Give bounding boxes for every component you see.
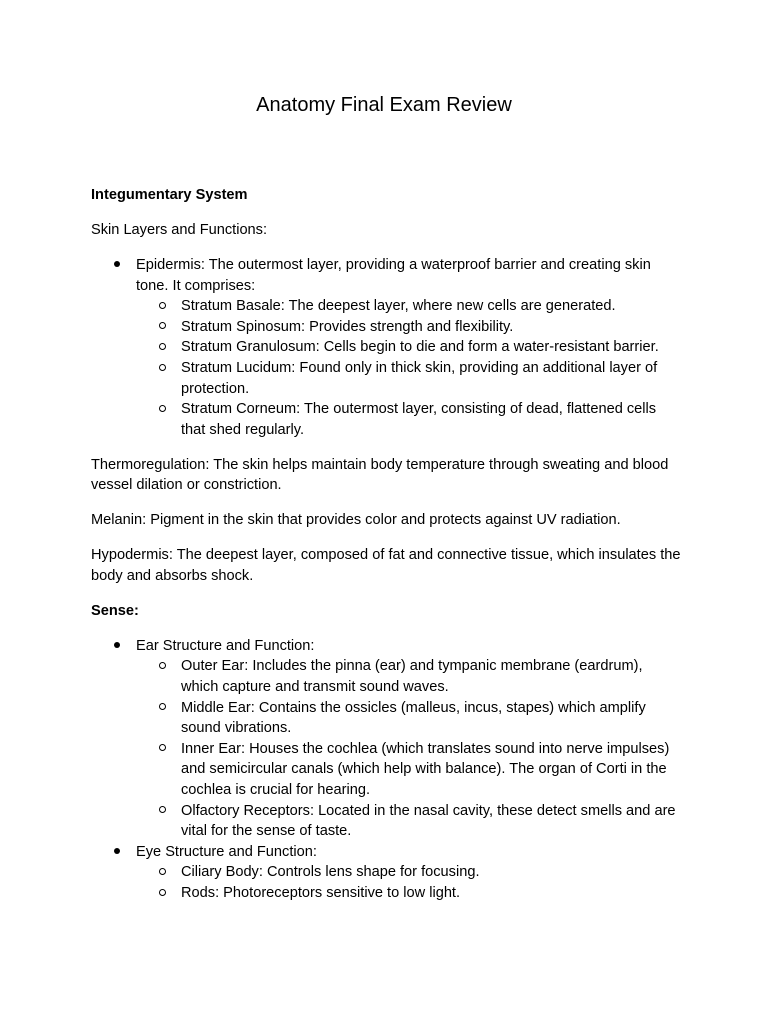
page-title: Anatomy Final Exam Review <box>256 94 512 116</box>
list-item <box>181 317 681 338</box>
list-item-text: Stratum Lucidum: Found only in thick skin, providing an additional layer of protection. <box>181 359 658 397</box>
list-item <box>181 862 681 883</box>
list-item-epidermis <box>136 255 681 440</box>
list-item-text: Middle Ear: Contains the ossicles (malleus, incus, stapes) which amplify sound vibrations. <box>181 699 646 737</box>
document-body <box>91 185 681 918</box>
list-item <box>181 399 681 440</box>
hollow-circle-bullet-icon <box>156 317 168 338</box>
list-item-text: Ciliary Body: Controls lens shape for focusing. <box>181 864 480 881</box>
list-item-text: Inner Ear: Houses the cochlea (which translates sound into nerve impulses) and semicircular canals (which help with balance). The organ of Corti in the cochlea is crucial for hearing. <box>181 740 670 798</box>
list-item-text: Stratum Basale: The deepest layer, where new cells are generated. <box>181 298 616 315</box>
list-item <box>181 698 681 739</box>
list-item-eye <box>136 842 681 904</box>
sublist-strata <box>136 296 681 440</box>
list-item <box>181 337 681 358</box>
hollow-circle-bullet-icon <box>156 296 168 317</box>
list-item-text: Stratum Corneum: The outermost layer, consisting of dead, flattened cells that shed regularly. <box>181 401 657 438</box>
list-item <box>181 358 681 399</box>
list-item <box>181 656 681 697</box>
list-item-text: Stratum Granulosum: Cells begin to die and form a water-resistant barrier. <box>181 339 659 356</box>
list-item <box>181 883 681 904</box>
list-item <box>181 296 681 317</box>
paragraph-thermoregulation: Thermoregulation: The skin helps maintain body temperature through sweating and blood vessel dilation or constriction. <box>91 456 669 494</box>
sublist-ear <box>136 656 681 841</box>
hollow-circle-bullet-icon <box>156 399 168 420</box>
section-heading-integumentary: Integumentary System <box>91 187 248 203</box>
hollow-circle-bullet-icon <box>156 337 168 358</box>
paragraph-hypodermis: Hypodermis: The deepest layer, composed of fat and connective tissue, which insulates the body and absorbs shock. <box>91 547 681 584</box>
list-item-text: Outer Ear: Includes the pinna (ear) and tympanic membrane (eardrum), which capture and transmit sound waves. <box>181 658 643 696</box>
hollow-circle-bullet-icon <box>156 698 168 719</box>
subheading-skin-layers: Skin Layers and Functions: <box>91 221 268 238</box>
filled-circle-bullet-icon <box>111 842 123 863</box>
list-item-ear <box>136 636 681 842</box>
hollow-circle-bullet-icon <box>156 862 168 883</box>
list-item-text: Ear Structure and Function: <box>136 637 315 654</box>
list-item-text: Stratum Spinosum: Provides strength and flexibility. <box>181 318 514 335</box>
hollow-circle-bullet-icon <box>156 801 168 822</box>
filled-circle-bullet-icon <box>111 255 123 276</box>
hollow-circle-bullet-icon <box>156 739 168 760</box>
section-heading-sense: Sense: <box>91 602 139 619</box>
list-skin-layers <box>91 255 681 440</box>
hollow-circle-bullet-icon <box>156 656 168 677</box>
list-item-text: Rods: Photoreceptors sensitive to low light. <box>181 884 461 901</box>
list-item <box>181 801 681 842</box>
filled-circle-bullet-icon <box>111 636 123 657</box>
list-sense <box>91 636 681 904</box>
list-item-text: Epidermis: The outermost layer, providing a waterproof barrier and creating skin tone. It comprises: <box>136 256 651 294</box>
list-item-text: Olfactory Receptors: Located in the nasal cavity, these detect smells and are vital for the sense of taste. <box>181 802 676 840</box>
list-item <box>181 739 681 801</box>
list-item-text: Eye Structure and Function: <box>136 843 317 860</box>
hollow-circle-bullet-icon <box>156 883 168 904</box>
sublist-eye <box>136 862 681 903</box>
paragraph-melanin: Melanin: Pigment in the skin that provides color and protects against UV radiation. <box>91 512 621 529</box>
hollow-circle-bullet-icon <box>156 358 168 379</box>
